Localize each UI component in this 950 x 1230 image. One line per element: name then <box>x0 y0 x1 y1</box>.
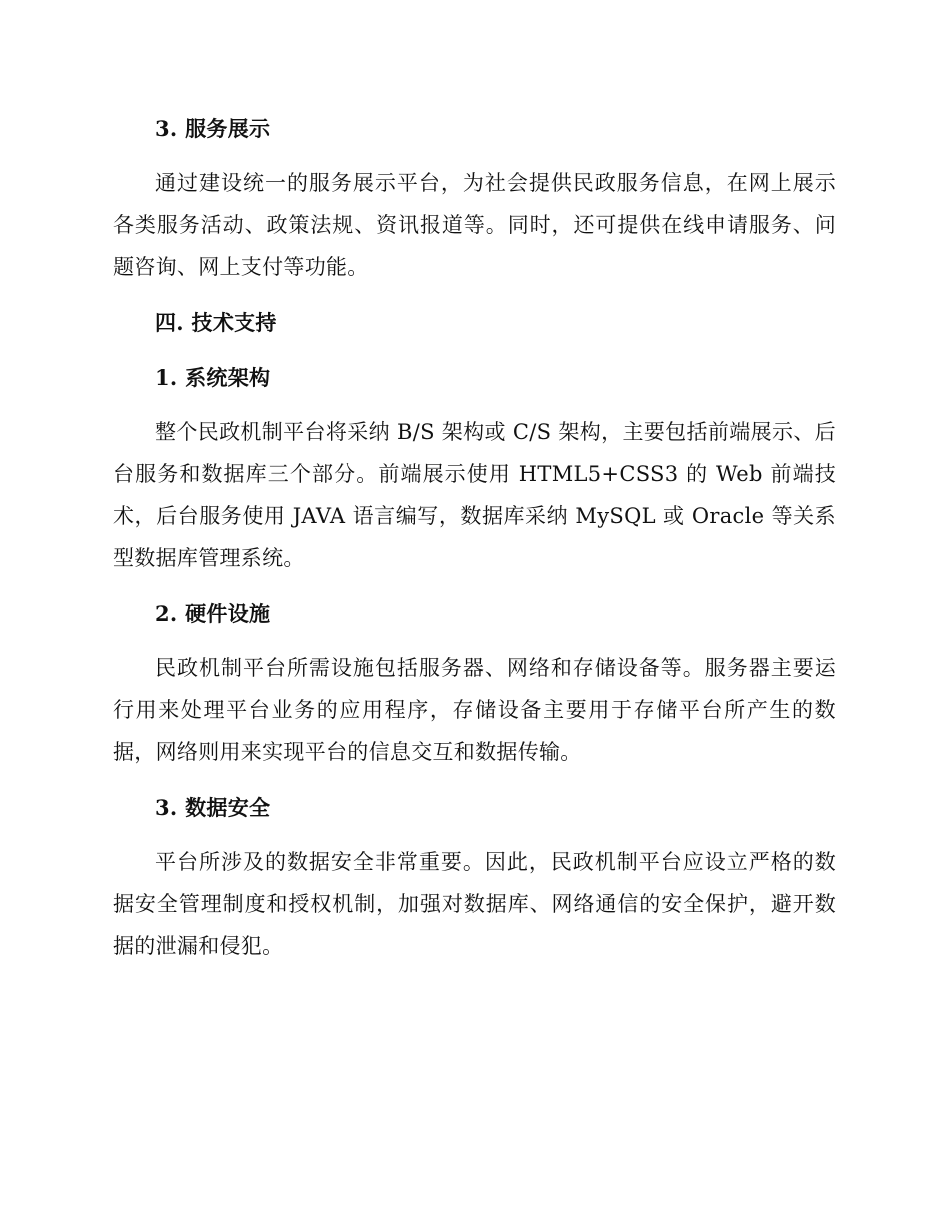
paragraph-hardware: 民政机制平台所需设施包括服务器、网络和存储设备等。服务器主要运行用来处理平台业务的应用程序，存储设备主要用于存储平台所产生的数据，网络则用来实现平台的信息交互和数据传输。 <box>113 656 836 764</box>
section-heading-service-display: 3. 服务展示 <box>155 116 271 141</box>
section-heading-system-architecture: 1. 系统架构 <box>155 365 271 390</box>
chapter-heading-tech-support: 四. 技术支持 <box>155 310 277 335</box>
section-heading-hardware: 2. 硬件设施 <box>155 601 271 626</box>
paragraph-data-security: 平台所涉及的数据安全非常重要。因此，民政机制平台应设立严格的数据安全管理制度和授权机制，加强对数据库、网络通信的安全保护，避开数据的泄漏和侵犯。 <box>113 850 836 958</box>
paragraph-system-architecture: 整个民政机制平台将采纳 B/S 架构或 C/S 架构，主要包括前端展示、后台服务和数据库三个部分。前端展示使用 HTML5+CSS3 的 Web 前端技术，后台服务使用 JAVA 语言编写，数据库采纳 MySQL 或 Oracle 等关系型数据库管理系统。 <box>113 420 836 570</box>
section-heading-data-security: 3. 数据安全 <box>155 795 271 820</box>
paragraph-service-display: 通过建设统一的服务展示平台，为社会提供民政服务信息，在网上展示各类服务活动、政策法规、资讯报道等。同时，还可提供在线申请服务、问题咨询、网上支付等功能。 <box>113 171 836 279</box>
